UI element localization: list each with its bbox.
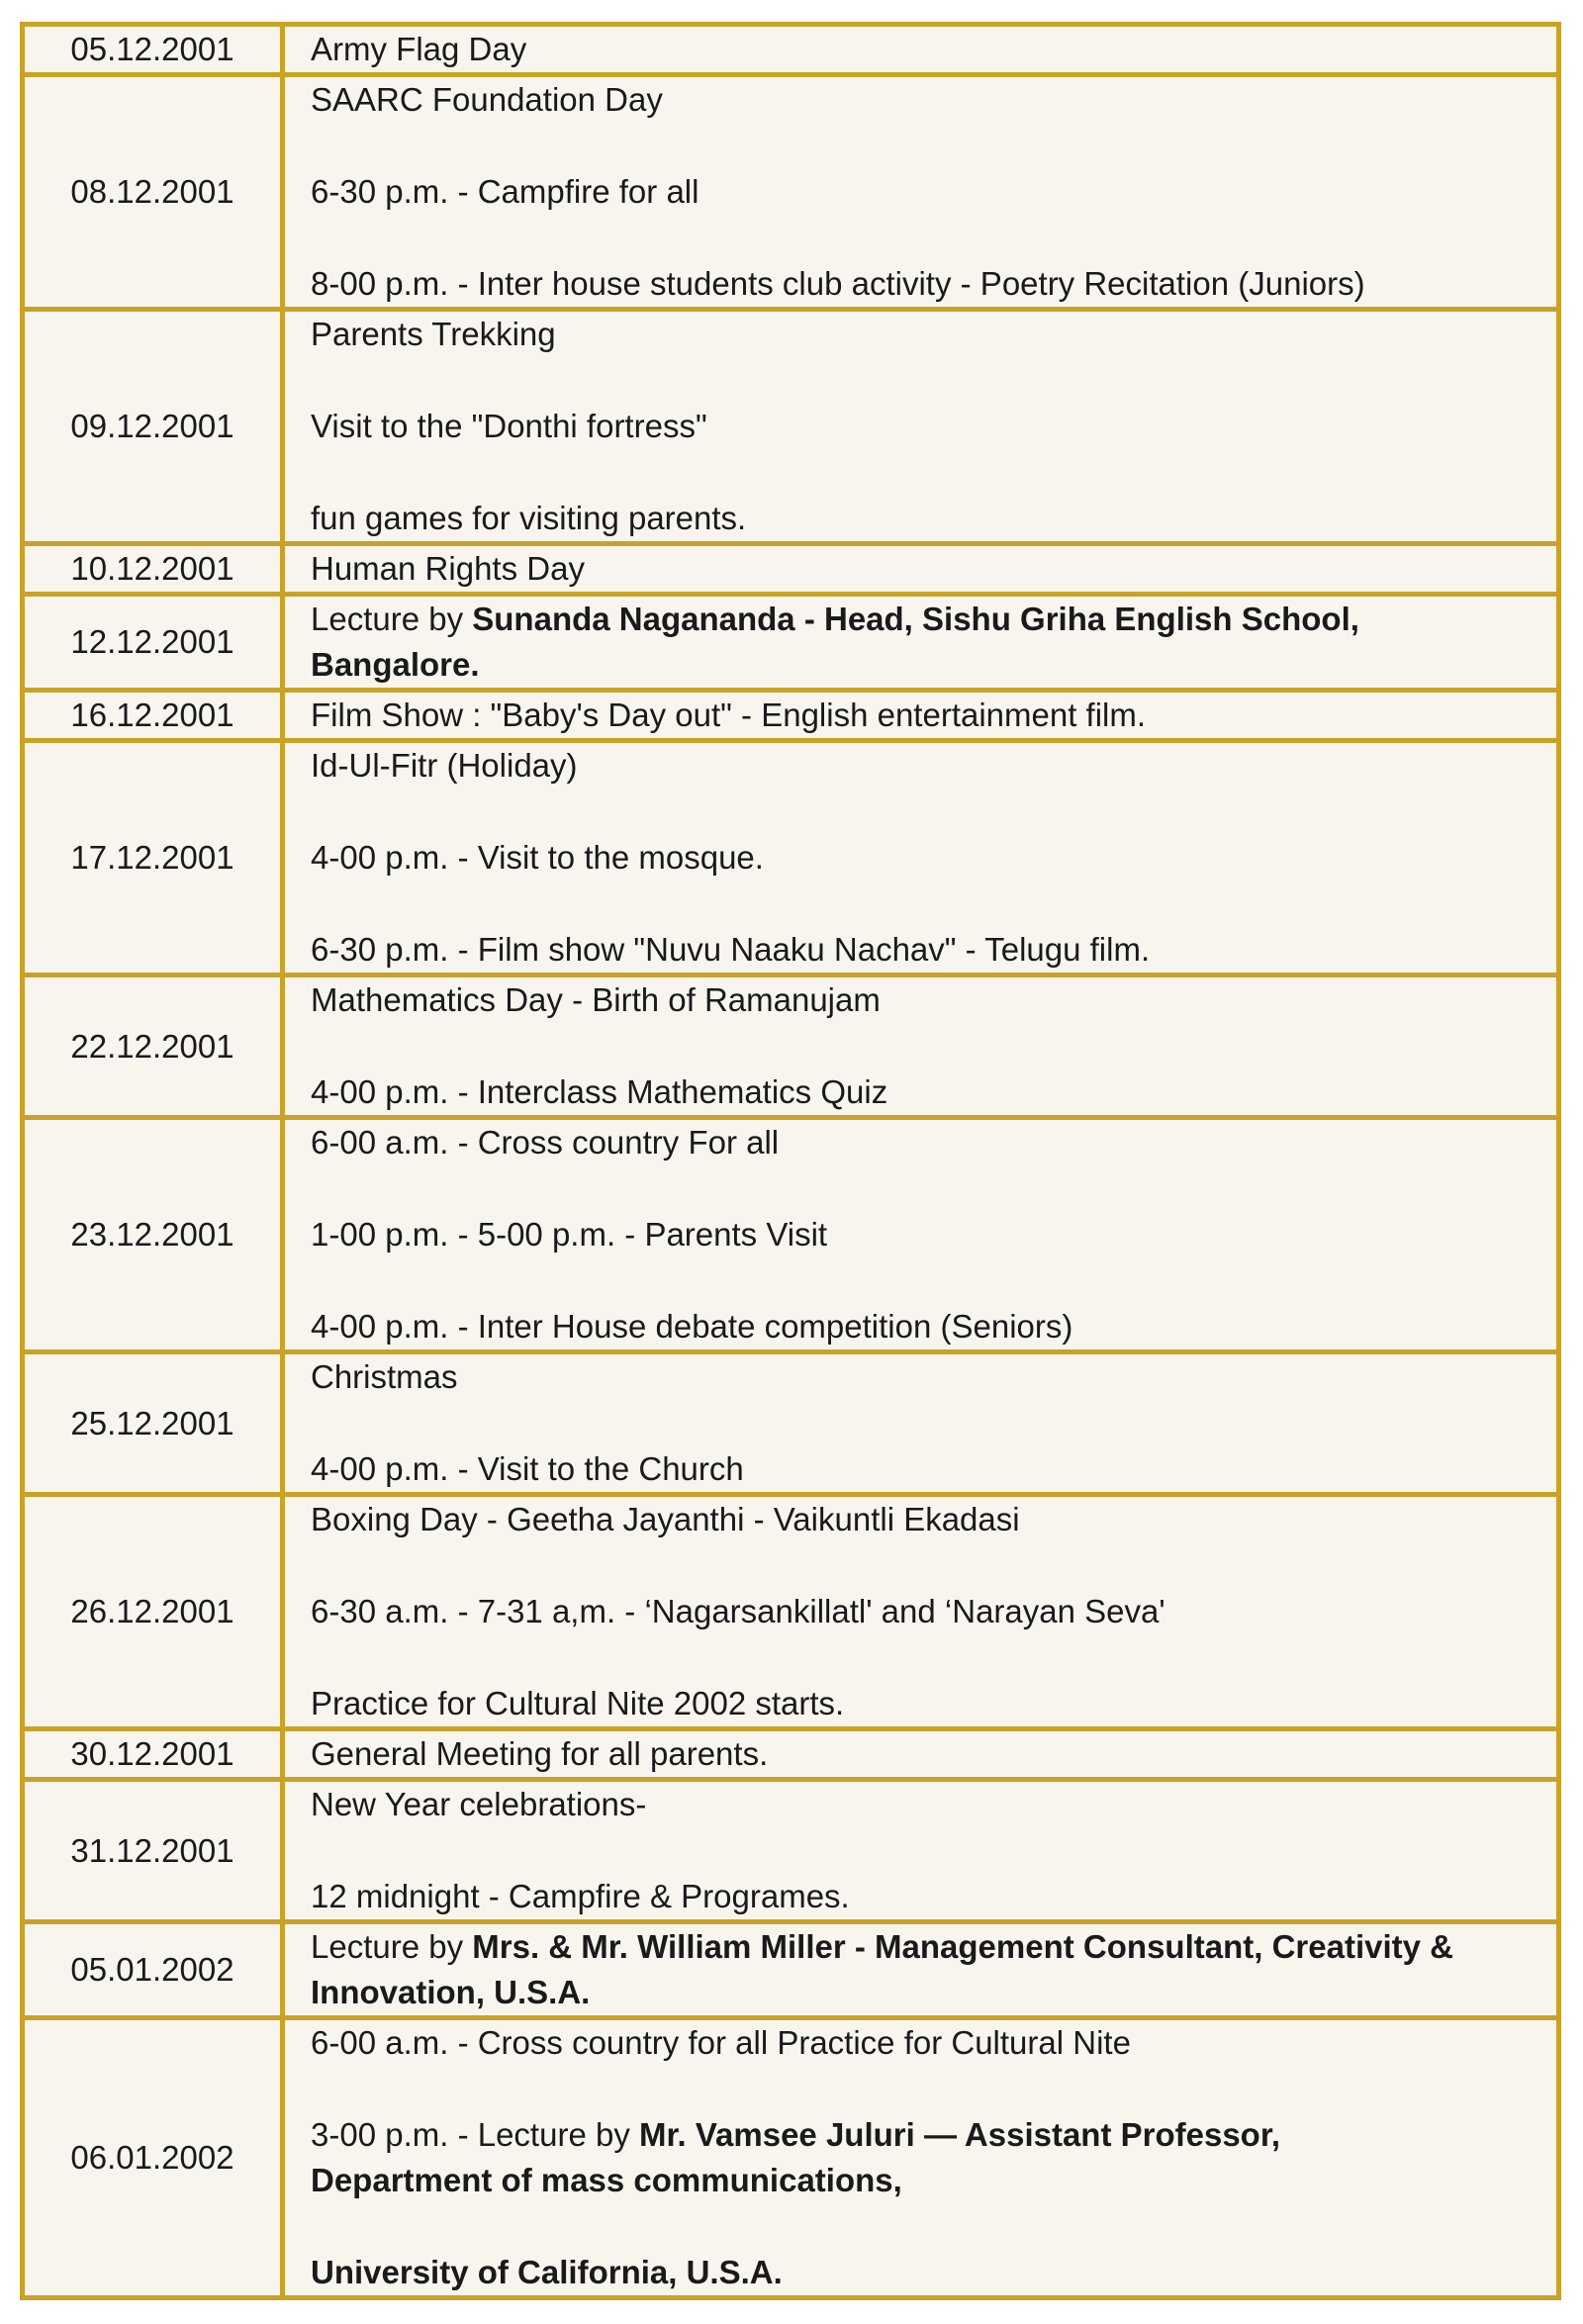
schedule-row — [23, 1729, 1559, 1780]
event-text-bold: Bangalore. — [311, 646, 480, 683]
event-text: 6-30 a.m. - 7-31 a,m. - ‘Nagarsankillatl' and ‘Narayan Seva' — [311, 1593, 1165, 1629]
event-line — [311, 1304, 1550, 1349]
event-text: 4-00 p.m. - Inter House debate competition (Seniors) — [311, 1308, 1073, 1345]
event-text: 8-00 p.m. - Inter house students club activity - Poetry Recitation (Juniors) — [311, 265, 1365, 302]
row-date: 22.12.2001 — [23, 976, 283, 1118]
schedule-row — [23, 1352, 1559, 1495]
event-line — [311, 1681, 1550, 1726]
line-spacer — [311, 1165, 1550, 1212]
event-text: Parents Trekking — [311, 316, 556, 352]
event-text: Army Flag Day — [311, 31, 527, 67]
event-line — [311, 2158, 1550, 2203]
event-text-bold: Department of mass communications, — [311, 2162, 902, 2198]
event-line — [311, 2020, 1550, 2066]
row-event — [283, 25, 1559, 75]
line-spacer — [311, 1542, 1550, 1589]
event-text: Boxing Day - Geetha Jayanthi - Vaikuntli Ekadasi — [311, 1501, 1020, 1537]
line-spacer — [311, 789, 1550, 835]
schedule-row — [23, 741, 1559, 976]
event-text: New Year celebrations- — [311, 1786, 647, 1822]
event-line — [311, 1924, 1550, 1970]
event-line — [311, 1069, 1550, 1115]
event-line — [311, 1970, 1550, 2015]
event-text: 4-00 p.m. - Interclass Mathematics Quiz — [311, 1073, 888, 1110]
event-line — [311, 1782, 1550, 1827]
line-spacer — [311, 2203, 1550, 2250]
event-line — [311, 546, 1550, 592]
line-spacer — [311, 881, 1550, 927]
event-text: Mathematics Day - Birth of Ramanujam — [311, 981, 881, 1018]
event-line — [311, 1354, 1550, 1400]
event-line — [311, 2112, 1550, 2158]
event-text: Id-Ul-Fitr (Holiday) — [311, 747, 578, 784]
row-date: 30.12.2001 — [23, 1729, 283, 1780]
event-line — [311, 1120, 1550, 1165]
row-date: 26.12.2001 — [23, 1495, 283, 1729]
line-spacer — [311, 123, 1550, 169]
event-text: 1-00 p.m. - 5-00 p.m. - Parents Visit — [311, 1216, 828, 1253]
line-spacer — [311, 357, 1550, 404]
row-event — [283, 1780, 1559, 1922]
schedule-row — [23, 595, 1559, 691]
schedule-row — [23, 2018, 1559, 2298]
event-line — [311, 404, 1550, 449]
row-event — [283, 976, 1559, 1118]
row-event — [283, 741, 1559, 976]
event-line — [311, 642, 1550, 688]
row-event — [283, 2018, 1559, 2298]
event-line — [311, 1497, 1550, 1542]
event-text: Lecture by — [311, 601, 473, 637]
event-text: Christmas — [311, 1358, 458, 1395]
event-line — [311, 1874, 1550, 1919]
event-text: 6-00 a.m. - Cross country for all Practice for Cultural Nite — [311, 2024, 1131, 2061]
event-line — [311, 743, 1550, 789]
event-line — [311, 977, 1550, 1023]
event-line — [311, 261, 1550, 307]
row-date: 16.12.2001 — [23, 691, 283, 741]
event-text-bold: University of California, U.S.A. — [311, 2254, 783, 2290]
event-text-bold: Mr. Vamsee Juluri — Assistant Professor, — [638, 2116, 1281, 2153]
event-line — [311, 693, 1550, 738]
schedule-table — [20, 22, 1561, 2300]
schedule-row — [23, 1495, 1559, 1729]
event-text: 6-30 p.m. - Film show "Nuvu Naaku Nachav" - Telugu film. — [311, 931, 1151, 968]
schedule-row — [23, 75, 1559, 310]
schedule-row — [23, 310, 1559, 544]
line-spacer — [311, 1634, 1550, 1681]
row-event — [283, 544, 1559, 595]
event-line — [311, 835, 1550, 881]
event-text: fun games for visiting parents. — [311, 500, 747, 536]
row-date: 23.12.2001 — [23, 1118, 283, 1352]
row-event — [283, 1495, 1559, 1729]
event-text: Film Show : "Baby's Day out" - English entertainment film. — [311, 697, 1147, 733]
schedule-row — [23, 25, 1559, 75]
row-date: 08.12.2001 — [23, 75, 283, 310]
event-text: Human Rights Day — [311, 550, 585, 587]
event-line — [311, 1589, 1550, 1634]
line-spacer — [311, 1827, 1550, 1874]
event-text-bold: Mrs. & Mr. William Miller - Management Consultant, Creativity & — [472, 1928, 1453, 1965]
event-line — [311, 169, 1550, 215]
event-text: 12 midnight - Campfire & Programes. — [311, 1878, 850, 1914]
event-text: Lecture by — [311, 1928, 473, 1965]
row-event — [283, 310, 1559, 544]
row-date: 17.12.2001 — [23, 741, 283, 976]
event-line — [311, 496, 1550, 541]
event-text-bold: Innovation, U.S.A. — [311, 1974, 591, 2010]
schedule-row — [23, 1118, 1559, 1352]
row-event — [283, 1922, 1559, 2018]
event-text: 6-30 p.m. - Campfire for all — [311, 173, 699, 210]
event-text-bold: Sunanda Naganand​a - Head, Sishu Griha English School, — [472, 601, 1359, 637]
schedule-row — [23, 544, 1559, 595]
event-text: 6-00 a.m. - Cross country For all — [311, 1124, 780, 1161]
row-event — [283, 1729, 1559, 1780]
event-text: 3-00 p.m. - Lecture by — [311, 2116, 639, 2153]
line-spacer — [311, 215, 1550, 261]
row-date: 10.12.2001 — [23, 544, 283, 595]
row-date: 05.01.2002 — [23, 1922, 283, 2018]
row-date: 05.12.2001 — [23, 25, 283, 75]
line-spacer — [311, 1257, 1550, 1304]
schedule-row — [23, 691, 1559, 741]
row-event — [283, 691, 1559, 741]
row-date: 12.12.2001 — [23, 595, 283, 691]
line-spacer — [311, 1400, 1550, 1446]
event-line — [311, 927, 1550, 973]
row-date: 09.12.2001 — [23, 310, 283, 544]
event-line — [311, 1212, 1550, 1257]
line-spacer — [311, 2066, 1550, 2112]
row-event — [283, 75, 1559, 310]
row-event — [283, 1352, 1559, 1495]
event-line — [311, 312, 1550, 357]
row-event — [283, 1118, 1559, 1352]
schedule-row — [23, 1922, 1559, 2018]
schedule-rows — [23, 25, 1559, 2298]
row-event — [283, 595, 1559, 691]
row-date: 25.12.2001 — [23, 1352, 283, 1495]
event-text: Visit to the "Donthi fortress" — [311, 408, 707, 444]
event-line — [311, 77, 1550, 123]
event-text: 4-00 p.m. - Visit to the Church — [311, 1450, 744, 1487]
event-text: SAARC Foundation Day — [311, 81, 663, 118]
row-date: 06.01.2002 — [23, 2018, 283, 2298]
schedule-row — [23, 1780, 1559, 1922]
event-line — [311, 27, 1550, 72]
event-line — [311, 1731, 1550, 1777]
line-spacer — [311, 1023, 1550, 1069]
event-text: Practice for Cultural Nite 2002 starts. — [311, 1685, 845, 1721]
event-text: General Meeting for all parents. — [311, 1735, 769, 1772]
schedule-row — [23, 976, 1559, 1118]
event-line — [311, 597, 1550, 642]
event-text: 4-00 p.m. - Visit to the mosque. — [311, 839, 764, 876]
event-line — [311, 1446, 1550, 1492]
event-line — [311, 2250, 1550, 2295]
row-date: 31.12.2001 — [23, 1780, 283, 1922]
line-spacer — [311, 449, 1550, 496]
